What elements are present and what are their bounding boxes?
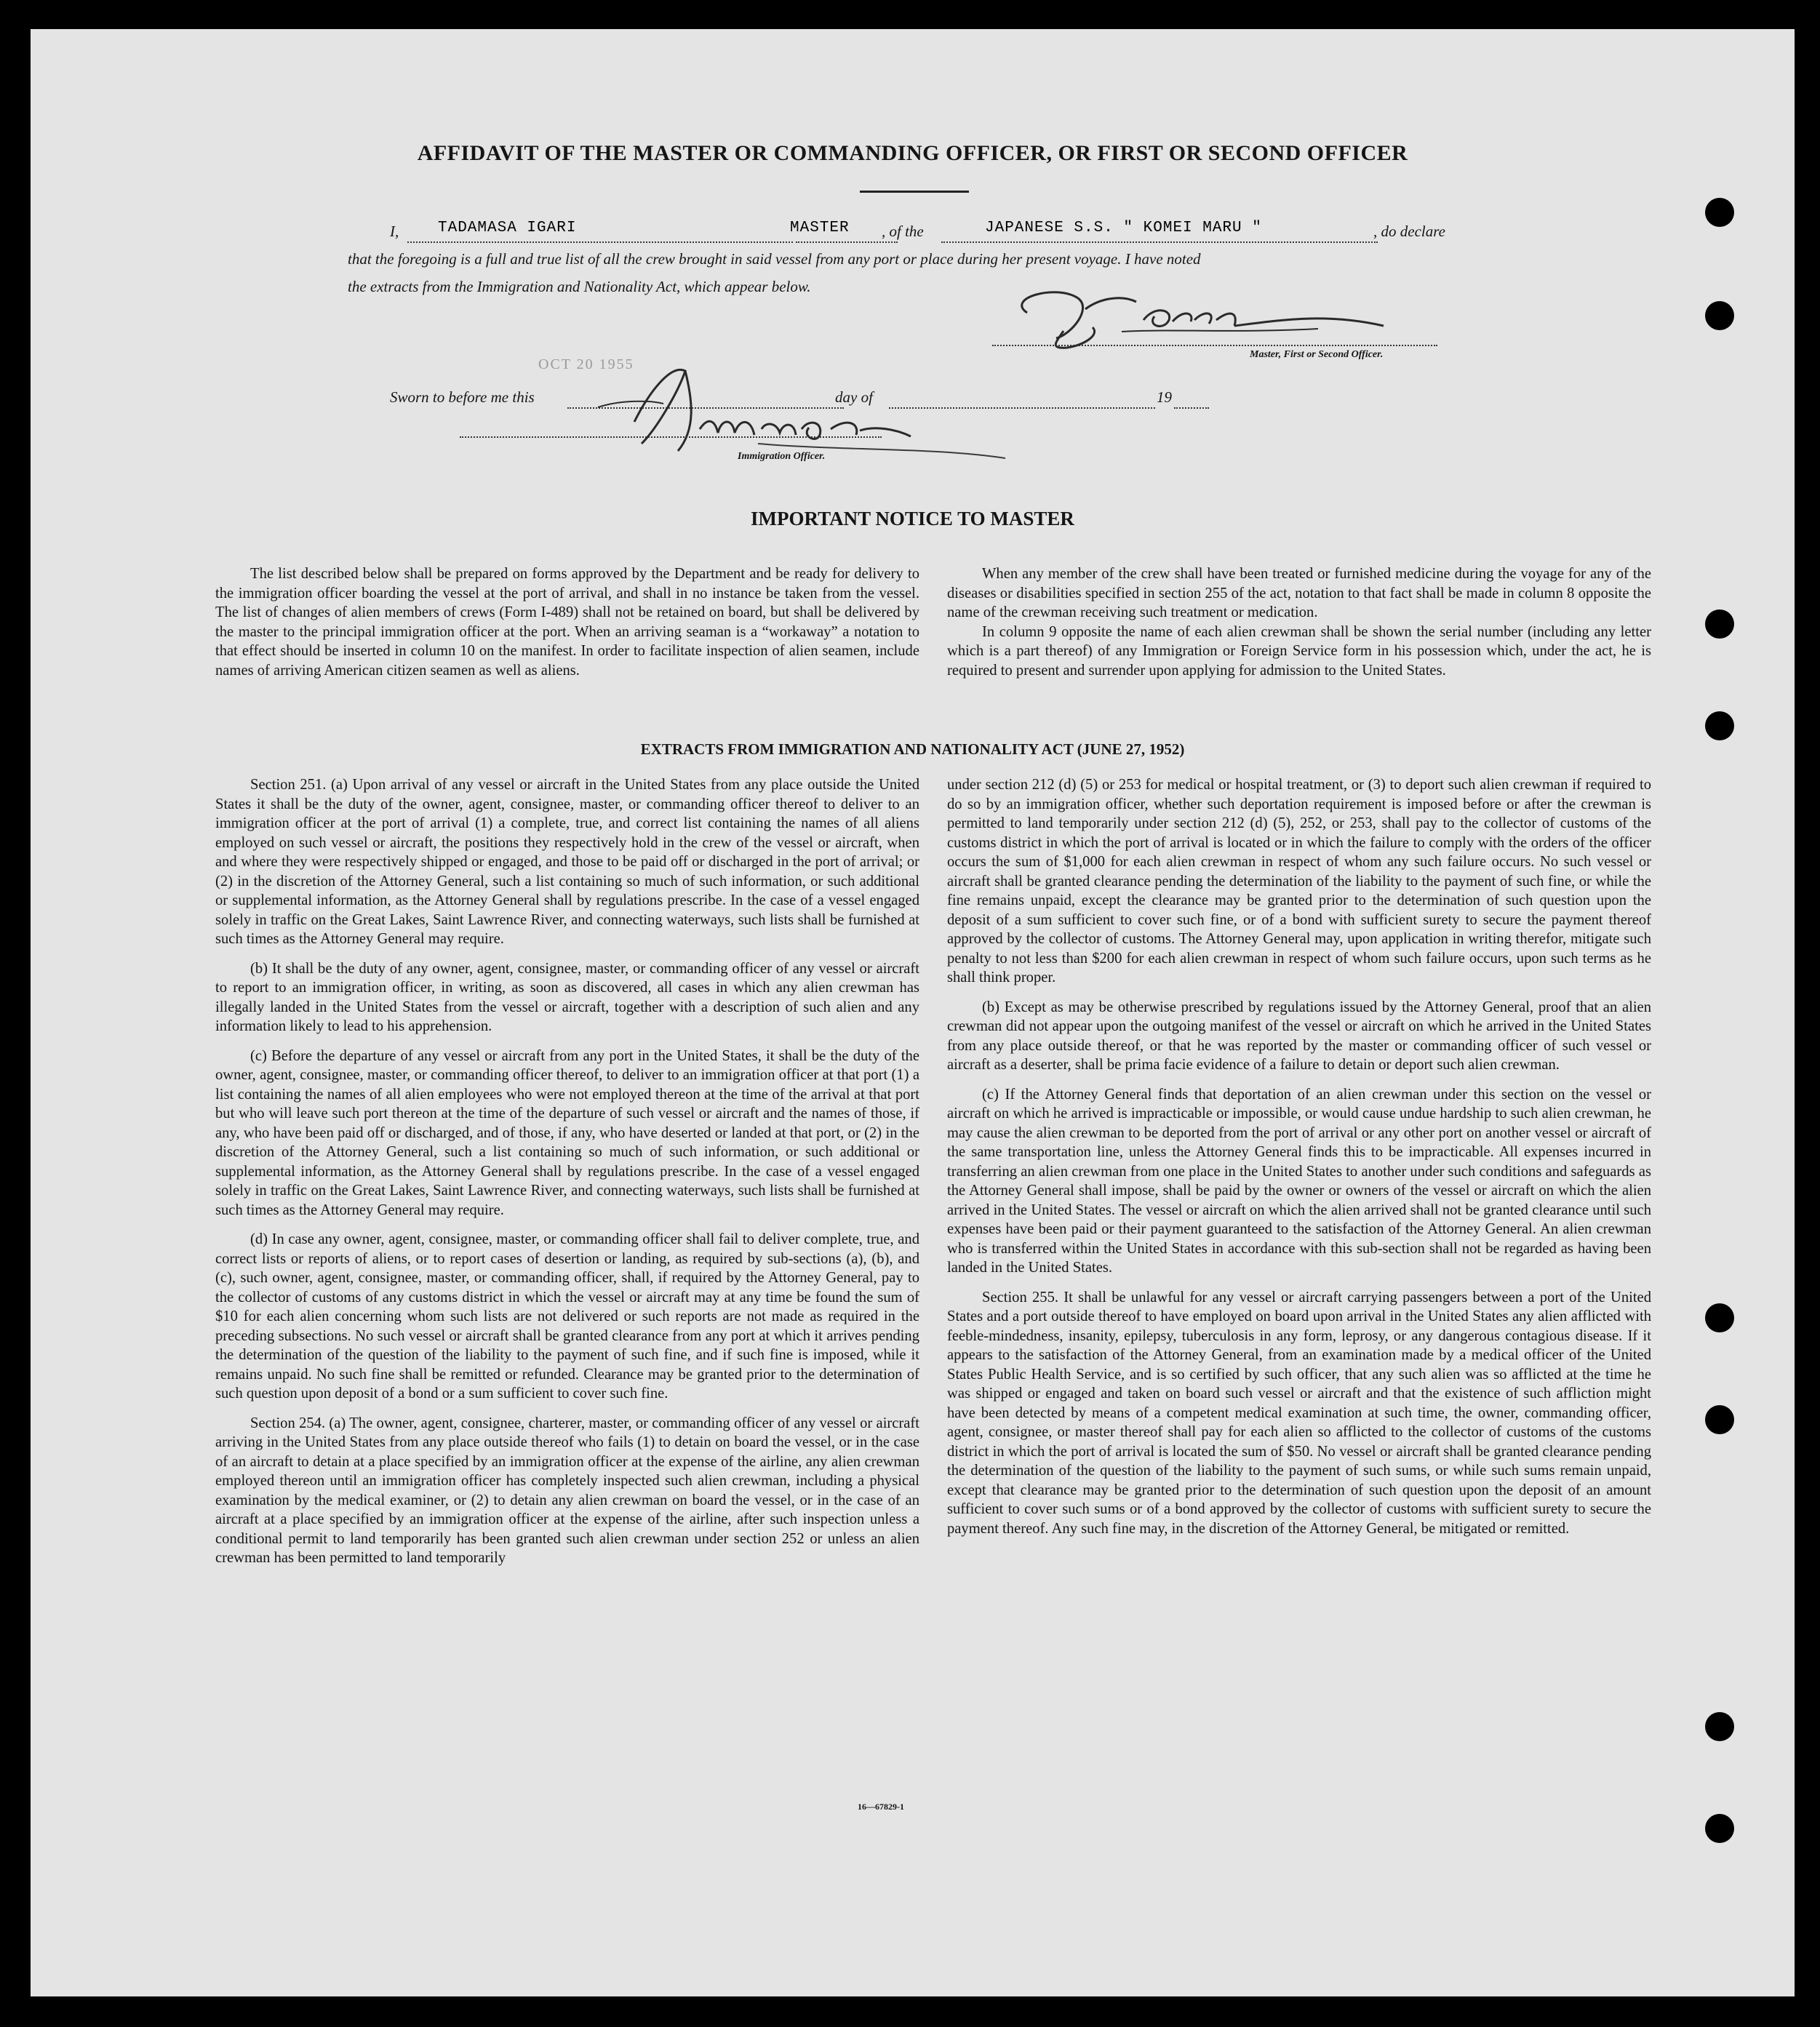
form-number: 16—67829-1 <box>858 1802 904 1812</box>
section-251-b: (b) It shall be the duty of any owner, agent, consignee, master, or commanding officer of any vessel or aircraft to report to an immigration officer, in writing, as soon as discovered, all cases in which any alien crewman has illegally landed in the United States from the vessel or aircraft, together with a description of such alien and any information likely to lead to his apprehension. <box>215 960 919 1034</box>
extracts-heading: EXTRACTS FROM IMMIGRATION AND NATIONALITY ACT (JUNE 27, 1952) <box>640 740 1185 758</box>
notice-left-column <box>215 564 919 680</box>
year-label: 19 <box>1157 388 1172 406</box>
affidavit-title: AFFIDAVIT OF THE MASTER OR COMMANDING OFFICER, OR FIRST OR SECOND OFFICER <box>417 141 1408 165</box>
binder-hole <box>1705 609 1734 639</box>
sworn-label: Sworn to before me this <box>390 388 535 406</box>
binder-hole <box>1705 1405 1734 1434</box>
officer-title-label: Immigration Officer. <box>738 451 826 462</box>
section-251-a: Section 251. (a) Upon arrival of any vessel or aircraft in the United States from any place outside the United States it shall be the duty of the owner, agent, consignee, master, or commanding officer thereof to deliver to an immigration officer at the port of arrival (1) a complete, true, and correct list containing the names of all aliens employed on such vessel or aircraft, the positions they respectively hold in the crew of the vessel or aircraft, when and where they were respectively shipped or engaged, and those to be paid off or discharged in the port of arrival; or (2) in the discretion of the Attorney General, such a list containing so much of such information, or such additional or supplemental information, as the Attorney General shall by regulations prescribe. In the case of a vessel engaged solely in traffic on the Great Lakes, Saint Lawrence River, and connecting waterways, such lists shall be furnished at such times as the Attorney General may require. <box>215 777 919 947</box>
of-the-label: , of the <box>882 223 924 240</box>
section-254-a-continued: under section 212 (d) (5) or 253 for medical or hospital treatment, or (3) to deport such alien crewman if required to do so by an immigration officer, whether such deportation requirement is imposed before or after the crewman is permitted to land temporarily under section 212 (d) (5), 252, or 253, shall pay to the collector of customs of the customs district in which the port of arrival is located or in which the failure to comply with the orders of the officer occurs the sum of $1,000 for each alien crewman in respect of whom any such failure occurs. No such vessel or aircraft shall be granted clearance pending the determination of the liability to the payment of such fine, or while the fine remains unpaid, except the clearance may be granted prior to the determination of such question upon the deposit of a sum sufficient to cover such fine, or of a bond with sufficient surety to secure the payment thereof approved by the collector of customs. The Attorney General may, upon application in writing therefor, mitigate such penalty to not less than $200 for each alien crewman in respect of whom such failure occurs, upon such terms as he shall think proper. <box>947 777 1651 985</box>
declaration-line-2: that the foregoing is a full and true list of all the crew brought in said vessel from any port or place during her present voyage. I have noted <box>348 250 1201 268</box>
day-of-label: day of <box>835 388 873 406</box>
master-title-label: Master, First or Second Officer. <box>1250 349 1384 360</box>
master-signature-line <box>992 342 1437 346</box>
i-label: I, <box>390 223 399 240</box>
binder-hole <box>1705 198 1734 227</box>
section-251-c: (c) Before the departure of any vessel or aircraft from any port in the United States, it shall be the duty of the owner, agent, consignee, master, or commanding officer thereof, to deliver to an immigration officer at that port (1) a list containing the names of all alien employees who were not employed thereon at the time of the arrival at that port but who will leave such port thereon at the time of the departure of such vessel or aircraft and the names of those, if any, who have been paid off or discharged, and of those, if any, who have deserted or landed at that port, or (2) in the discretion of the Attorney General, such a list containing so much of such information, or such additional or supplemental information, as the Attorney General shall by regulations prescribe. In the case of a vessel engaged solely in traffic on the Great Lakes, Saint Lawrence River, and connecting waterways, such lists shall be furnished at such times as the Attorney General may require. <box>215 1047 919 1218</box>
title-rule <box>860 191 969 193</box>
notice-right-paragraph-1: When any member of the crew shall have been treated or furnished medicine during the voyage for any of the diseases or disabilities specified in section 255 of the act, notation to that fact shall be made in column 8 opposite the name of the crewman receiving such treatment or medication. <box>947 566 1651 620</box>
section-255: Section 255. It shall be unlawful for any vessel or aircraft carrying passengers between a port of the United States and a port outside thereof to have employed on board upon arrival in the United States any alien afflicted with feeble-mindedness, insanity, epilepsy, tuberculosis in any form, leprosy, or any dangerous contagious disease. If it appears to the satisfaction of the Attorney General, from an examination made by a medical officer of the United States Public Health Service, and is so certified by such officer, that any such alien was so afflicted at the time he was shipped or engaged and taken on board such vessel or aircraft and that the existence of such affliction might have been detected by means of a competent medical examination at such time, the owner, commanding officer, agent, consignee, or master thereof shall pay for each alien so afflicted to the collector of customs of the customs district in which the port of arrival is located the sum of $50. No vessel or aircraft shall be granted clearance pending the determination of the question of the liability to the payment of such sums, or while such sums remain unpaid, except that clearance may be granted prior to the determination of such question upon the deposit of an amount sufficient to cover such sums or of a bond approved by the collector of customs with sufficient surety to secure the payment thereof. Any such fine may, in the discretion of the Attorney General, be mitigated or remitted. <box>947 1289 1651 1537</box>
binder-hole <box>1705 1712 1734 1741</box>
extracts-right-column <box>947 775 1651 1538</box>
master-name: TADAMASA IGARI <box>438 220 577 236</box>
section-254-c: (c) If the Attorney General finds that deportation of an alien crewman under this section on the vessel or aircraft on which he arrived is impracticable or impossible, or would cause undue hardship to such alien crewman, he may cause the alien crewman to be deported from the port of arrival or any other port on another vessel or aircraft of the same transportation line, unless the Attorney General finds this to be impracticable. All expenses incurred in transferring an alien crewman from one place in the United States to another under such conditions and safeguards as the Attorney General shall impose, shall be paid by the owner or owners of the vessel or aircraft on which the alien arrived in the United States. The vessel or aircraft on which the alien arrived shall not be granted clearance until such expenses have been paid or their payment guaranteed to the satisfaction of the Attorney General. An alien crewman who is transferred within the United States in accordance with this sub-section shall not be regarded as having been landed in the United States. <box>947 1086 1651 1276</box>
section-254-a: Section 254. (a) The owner, agent, consignee, charterer, master, or commanding officer of any vessel or aircraft arriving in the United States from any place outside thereof who fails (1) to detain on board the vessel, or in the case of an aircraft to detain at a place specified by an immigration officer at the expense of the airline, any alien crewman employed thereon until an immigration officer has completely inspected such alien crewman, including a physical examination by the medical examiner, or (2) to detain any alien crewman on board the vessel, or in the case of an aircraft at a place specified by an immigration officer at the expense of the airline, after such inspection unless a conditional permit to land temporarily has been granted such alien crewman under section 252 or unless an alien crewman has been permitted to land temporarily <box>215 1415 919 1566</box>
date-stamp: OCT 20 1955 <box>538 356 634 372</box>
officer-signature <box>569 349 1020 465</box>
section-251-d: (d) In case any owner, agent, consignee, master, or commanding officer shall fail to deliver complete, true, and correct lists or reports of aliens, or to report cases of desertion or landing, as required by sub-sections (a), (b), and (c), such owner, agent, consignee, master, or commanding officer, shall, if required by the Attorney General, pay to the collector of customs of any customs district in which the vessel or aircraft may at any time be found the sum of $10 for each alien concerning whom such lists are not delivered or such reports are not made as required in the preceding subsections. No such vessel or aircraft shall be granted clearance from any port at which it arrives pending the determination of the question of the liability to the payment of such fine, and if such fine is imposed, while it remains unpaid. No such fine shall be remitted or refunded. Clearance may be granted prior to the determination of such question upon deposit of a bond or a sum sufficient to cover such fine. <box>215 1231 919 1402</box>
binder-hole <box>1705 1303 1734 1332</box>
notice-right-column <box>947 564 1651 680</box>
document-sheet <box>31 29 1795 1996</box>
do-declare-label: , do declare <box>1373 223 1445 240</box>
officer-signature-line <box>460 433 882 438</box>
master-rank: MASTER <box>790 220 850 236</box>
declaration-line-3: the extracts from the Immigration and Nationality Act, which appear below. <box>348 278 811 295</box>
notice-left-paragraph: The list described below shall be prepared on forms approved by the Department and be ready for delivery to the immigration officer boarding the vessel at the port of arrival, and shall in no instance be taken from the vessel. The list of changes of alien members of crews (Form I-489) shall not be retained on board, but shall be delivered by the master to the principal immigration officer at the port. When an arriving seaman is a “workaway” a notation to that effect should be inserted in column 10 on the manifest. In order to facilitate inspection of alien seamen, include names of arriving American citizen seamen as well as aliens. <box>215 566 919 679</box>
year-fill-line <box>1174 387 1209 409</box>
notice-heading: IMPORTANT NOTICE TO MASTER <box>751 508 1074 529</box>
binder-hole <box>1705 711 1734 740</box>
vessel-name: JAPANESE S.S. " KOMEI MARU " <box>985 220 1262 236</box>
notice-right-paragraph-2: In column 9 opposite the name of each alien crewman shall be shown the serial number (including any letter which is a part thereof) of any Immigration or Foreign Service form in his possession which, under the act, he is required to present and surrender upon applying for admission to the United States. <box>947 623 1651 679</box>
binder-hole <box>1705 301 1734 330</box>
binder-hole <box>1705 1814 1734 1843</box>
extracts-left-column <box>215 775 919 1568</box>
section-254-b: (b) Except as may be otherwise prescribed by regulations issued by the Attorney General, proof that an alien crewman did not appear upon the outgoing manifest of the vessel or aircraft on which he arrived in the United States from any place outside thereof, or that he was reported by the master or commanding officer of such vessel or aircraft as a deserter, shall be prima facie evidence of a failure to detain or deport such alien crewman. <box>947 999 1651 1073</box>
